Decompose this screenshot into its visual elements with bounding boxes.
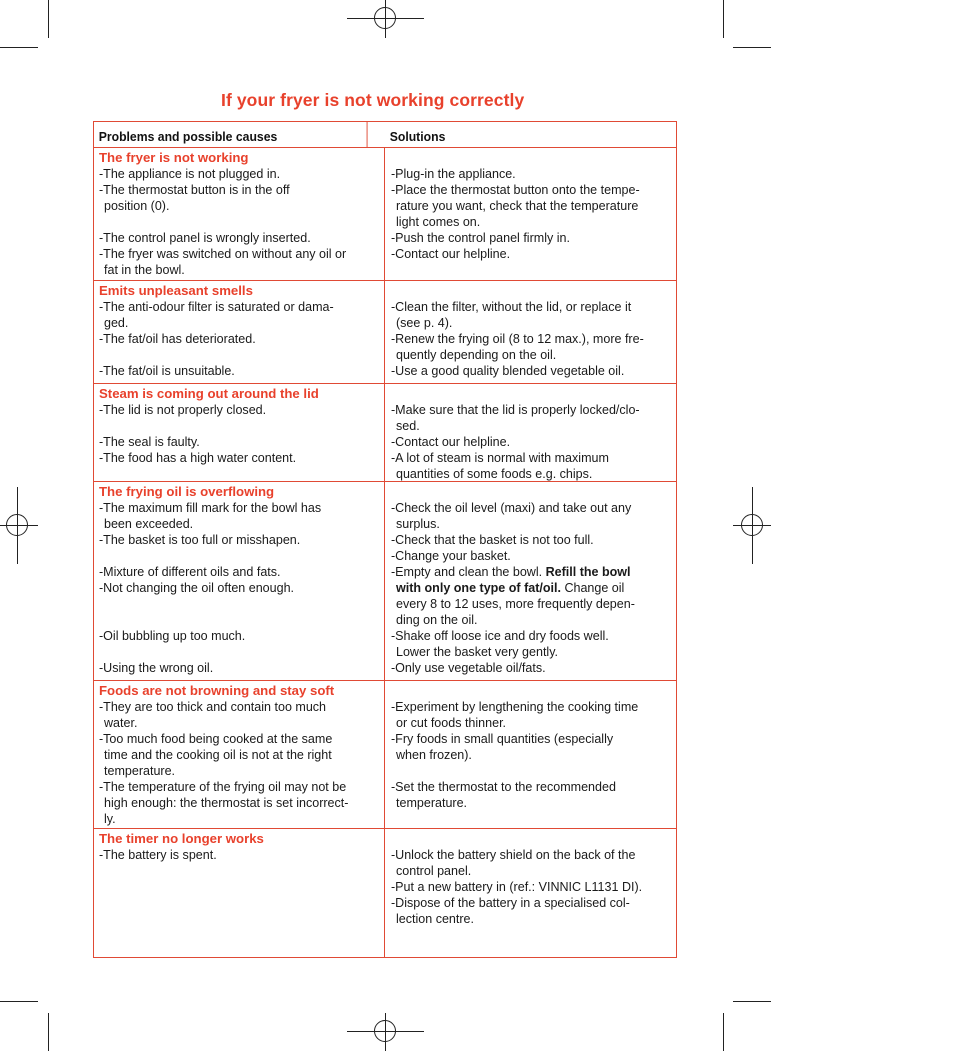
crop-mark xyxy=(723,1013,724,1051)
solution-line: rature you want, check that the temperature xyxy=(396,198,639,213)
cause-line xyxy=(99,418,384,434)
cause-line xyxy=(99,214,384,230)
solution-line: -Check that the basket is not too full. xyxy=(391,532,594,547)
cause-line: -The battery is spent. xyxy=(99,847,217,862)
problems-header: Problems and possible causes xyxy=(94,122,368,147)
cause-line: -The fat/oil has deteriorated. xyxy=(99,331,256,346)
cause-line: -The fat/oil is unsuitable. xyxy=(99,363,235,378)
registration-mark xyxy=(374,7,396,29)
cause-line xyxy=(99,644,384,660)
problem-cell xyxy=(94,829,385,957)
page-title: If your fryer is not working correctly xyxy=(221,90,525,110)
cause-line: ged. xyxy=(104,315,129,330)
solution-line: Lower the basket very gently. xyxy=(396,644,559,659)
problem-cell xyxy=(94,482,385,680)
cause-line: -The basket is too full or misshapen. xyxy=(99,532,301,547)
solution-line: light comes on. xyxy=(396,214,481,229)
solution-line: -Make sure that the lid is properly locked/clo- xyxy=(391,402,640,417)
problem-title: Emits unpleasant smells xyxy=(99,283,253,298)
solution-line: sed. xyxy=(396,418,420,433)
cause-line xyxy=(99,347,384,363)
solution-cell xyxy=(385,148,676,280)
solution-line: -Fry foods in small quantities (especially xyxy=(391,731,614,746)
solution-line: -Plug-in the appliance. xyxy=(391,166,516,181)
crop-mark xyxy=(48,1013,49,1051)
solution-line: -Place the thermostat button onto the tempe- xyxy=(391,182,640,197)
solution-line: (see p. 4). xyxy=(396,315,453,330)
solution-line xyxy=(391,831,676,847)
cause-line: been exceeded. xyxy=(104,516,194,531)
solution-line: -Shake off loose ice and dry foods well. xyxy=(391,628,609,643)
cause-line: -The appliance is not plugged in. xyxy=(99,166,281,181)
registration-mark xyxy=(741,514,763,536)
solution-cell xyxy=(385,281,676,383)
solution-line: -Only use vegetable oil/fats. xyxy=(391,660,546,675)
problem-cell xyxy=(94,384,385,481)
solution-line: -Contact our helpline. xyxy=(391,246,511,261)
cause-line: -They are too thick and contain too much xyxy=(99,699,327,714)
solution-line: -A lot of steam is normal with maximum xyxy=(391,450,609,465)
cause-line: -Too much food being cooked at the same xyxy=(99,731,333,746)
solution-line xyxy=(391,283,676,299)
solution-line: control panel. xyxy=(396,863,472,878)
problem-cell xyxy=(94,148,385,280)
cause-line: time and the cooking oil is not at the right xyxy=(104,747,332,762)
solution-line: quantities of some foods e.g. chips. xyxy=(396,466,593,481)
cause-line xyxy=(99,596,384,612)
solution-line xyxy=(391,683,676,699)
table-row xyxy=(94,681,676,829)
cause-line: position (0). xyxy=(104,198,170,213)
cause-line: -The lid is not properly closed. xyxy=(99,402,267,417)
solutions-header: Solutions xyxy=(389,129,446,144)
solution-line: -Put a new battery in (ref.: VINNIC L1131 DI). xyxy=(391,879,643,894)
cause-line xyxy=(99,612,384,628)
solution-line: lection centre. xyxy=(396,911,475,926)
table-row xyxy=(94,148,676,281)
cause-line: -The anti-odour filter is saturated or dama- xyxy=(99,299,334,314)
solution-line: or cut foods thinner. xyxy=(396,715,507,730)
problem-title: Steam is coming out around the lid xyxy=(99,386,319,401)
solution-line: -Dispose of the battery in a specialised col- xyxy=(391,895,630,910)
solution-line: -Renew the frying oil (8 to 12 max.), more fre- xyxy=(391,331,644,346)
solution-line: -Experiment by lengthening the cooking time xyxy=(391,699,639,714)
solution-line: -Check the oil level (maxi) and take out any xyxy=(391,500,632,515)
solution-line: -Push the control panel firmly in. xyxy=(391,230,570,245)
cause-line: -The control panel is wrongly inserted. xyxy=(99,230,311,245)
solution-line: when frozen). xyxy=(396,747,472,762)
registration-mark xyxy=(374,1020,396,1042)
crop-mark xyxy=(733,47,771,48)
cause-line: fat in the bowl. xyxy=(104,262,185,277)
cause-line: -The temperature of the frying oil may not be xyxy=(99,779,347,794)
solution-line: -Contact our helpline. xyxy=(391,434,511,449)
cause-line: -Not changing the oil often enough. xyxy=(99,580,295,595)
cause-line: -Mixture of different oils and fats. xyxy=(99,564,281,579)
problem-title: Foods are not browning and stay soft xyxy=(99,683,335,698)
solution-line: -Set the thermostat to the recommended xyxy=(391,779,616,794)
cause-line: -The maximum fill mark for the bowl has xyxy=(99,500,322,515)
problem-cell xyxy=(94,681,385,828)
table-row xyxy=(94,482,676,681)
registration-mark xyxy=(6,514,28,536)
problem-cell xyxy=(94,281,385,383)
table-row xyxy=(94,829,676,957)
cause-line: -The fryer was switched on without any oil or xyxy=(99,246,347,261)
crop-mark xyxy=(733,1001,771,1002)
solution-line xyxy=(391,484,676,500)
solution-line: quently depending on the oil. xyxy=(396,347,557,362)
solution-cell xyxy=(385,384,676,481)
cause-line: -Using the wrong oil. xyxy=(99,660,214,675)
cause-line: ly. xyxy=(104,811,116,826)
crop-mark xyxy=(0,47,38,48)
table-row xyxy=(94,281,676,384)
solution-cell xyxy=(385,482,676,680)
solution-cell xyxy=(385,681,676,828)
solution-line: -Empty and clean the bowl. Refill the bowl xyxy=(391,564,631,579)
solution-line xyxy=(391,386,676,402)
solution-line: surplus. xyxy=(396,516,440,531)
solution-line xyxy=(391,763,676,779)
solution-line: temperature. xyxy=(396,795,468,810)
problem-title: The fryer is not working xyxy=(99,150,249,165)
cause-line: high enough: the thermostat is set incorrect- xyxy=(104,795,349,810)
solution-line: -Change your basket. xyxy=(391,548,511,563)
solution-line: ding on the oil. xyxy=(396,612,478,627)
troubleshooting-table xyxy=(93,121,677,958)
solution-line xyxy=(391,150,676,166)
crop-mark xyxy=(723,0,724,38)
cause-line: -Oil bubbling up too much. xyxy=(99,628,246,643)
cause-line xyxy=(99,548,384,564)
solution-line: -Use a good quality blended vegetable oil. xyxy=(391,363,625,378)
problem-title: The timer no longer works xyxy=(99,831,264,846)
crop-mark xyxy=(0,1001,38,1002)
solution-cell xyxy=(385,829,676,957)
cause-line: temperature. xyxy=(104,763,176,778)
solution-line: -Unlock the battery shield on the back of the xyxy=(391,847,636,862)
problem-title: The frying oil is overflowing xyxy=(99,484,275,499)
table-row xyxy=(94,384,676,482)
crop-mark xyxy=(48,0,49,38)
solution-line: with only one type of fat/oil. Change oil xyxy=(396,580,625,595)
cause-line: -The thermostat button is in the off xyxy=(99,182,290,197)
cause-line: water. xyxy=(104,715,138,730)
solution-line: -Clean the filter, without the lid, or replace it xyxy=(391,299,632,314)
cause-line: -The food has a high water content. xyxy=(99,450,297,465)
solution-line: every 8 to 12 uses, more frequently depen- xyxy=(396,596,635,611)
cause-line: -The seal is faulty. xyxy=(99,434,200,449)
table-header xyxy=(94,122,676,148)
